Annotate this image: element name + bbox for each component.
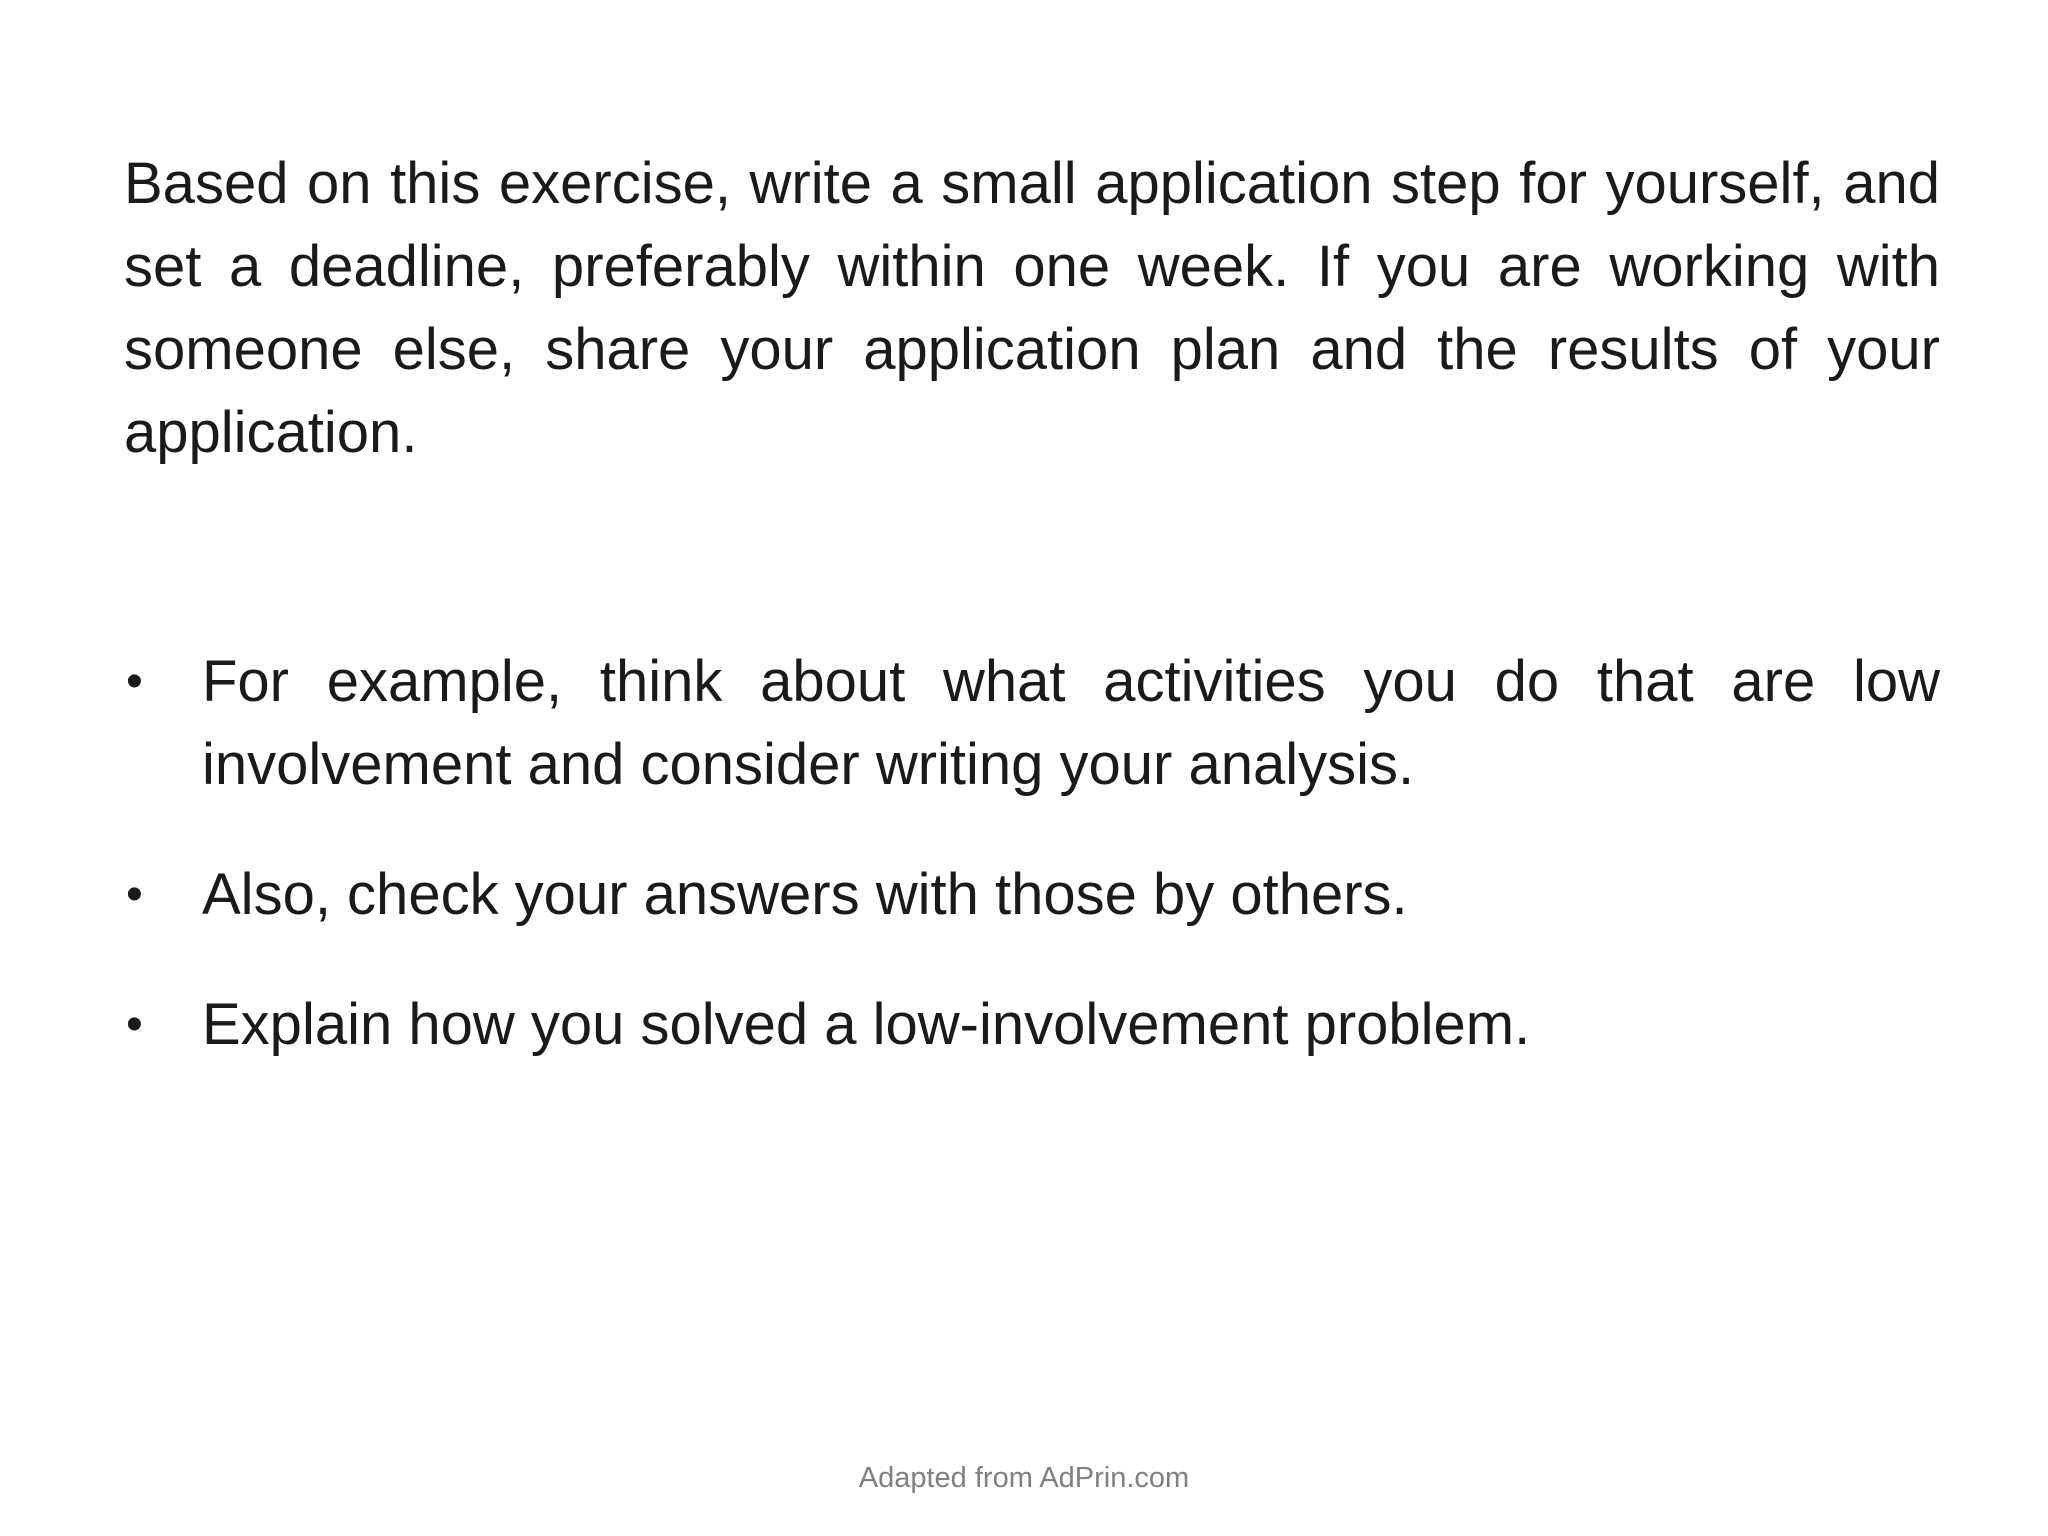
bullet-list <box>124 640 1940 1066</box>
bullet-icon: • <box>126 655 143 708</box>
bullet-text: Explain how you solved a low-involvement problem. <box>202 992 1531 1057</box>
bullet-icon: • <box>126 998 143 1051</box>
list-item <box>124 640 1940 806</box>
bullet-icon: • <box>126 868 143 921</box>
footer-credit: Adapted from AdPrin.com <box>858 1462 1190 1494</box>
bullet-text: For example, think about what activities you do that are low involvement and consider writing your analysis. <box>202 649 1940 797</box>
list-item <box>124 853 1940 936</box>
bullet-text: Also, check your answers with those by others. <box>202 862 1408 927</box>
list-item <box>124 983 1940 1066</box>
intro-paragraph: Based on this exercise, write a small application step for yourself, and set a deadline, preferably within one week. If you are working with someone else, share your application plan and the results of your application. <box>124 151 1940 465</box>
